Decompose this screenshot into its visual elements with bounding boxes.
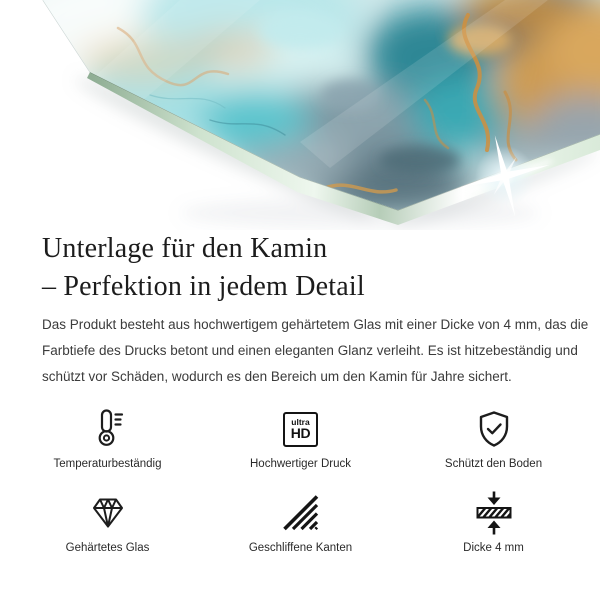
title-line-2: – Perfektion in jedem Detail [42, 271, 365, 302]
thermometer-icon [88, 407, 128, 451]
feature-tempered-glass [11, 491, 204, 555]
feature-thickness-4mm [397, 491, 590, 555]
product-info-section [0, 230, 600, 555]
title-line-1: Unterlage für den Kamin [42, 233, 328, 264]
feature-protects-floor [397, 407, 590, 471]
features-grid [11, 407, 600, 555]
ultra-hd-text-top: ultra [291, 417, 310, 427]
feature-label: Temperaturbeständig [53, 458, 162, 470]
ultra-hd-icon [283, 407, 318, 451]
feature-label: Schützt den Boden [444, 458, 543, 470]
description-line: Farbtiefe des Drucks betont und einen eleganten Glanz verleiht. Es ist hitzebeständig und [42, 343, 578, 358]
feature-temperature-resistant [11, 407, 204, 471]
feature-label: Hochwertiger Druck [250, 458, 351, 470]
diamond-icon [88, 491, 128, 535]
page-title [42, 230, 600, 306]
shield-check-icon [474, 407, 514, 451]
feature-polished-edges [204, 491, 397, 555]
feature-label: Gehärtetes Glas [65, 542, 150, 554]
feature-label: Dicke 4 mm [463, 542, 524, 554]
glass-panel-image [0, 0, 600, 230]
description-line: schützt vor Schäden, wodurch es den Bereich um den Kamin für Jahre sichert. [42, 369, 512, 384]
product-photo [0, 0, 600, 230]
product-description [42, 312, 600, 390]
feature-high-quality-print [204, 407, 397, 471]
description-line: Das Produkt besteht aus hochwertigem gehärtetem Glas mit einer Dicke von 4 mm, das die [42, 317, 589, 332]
polished-edges-icon [281, 491, 321, 535]
ultra-hd-text-bottom: HD [290, 425, 311, 441]
thickness-icon [474, 491, 514, 535]
feature-label: Geschliffene Kanten [248, 542, 353, 554]
